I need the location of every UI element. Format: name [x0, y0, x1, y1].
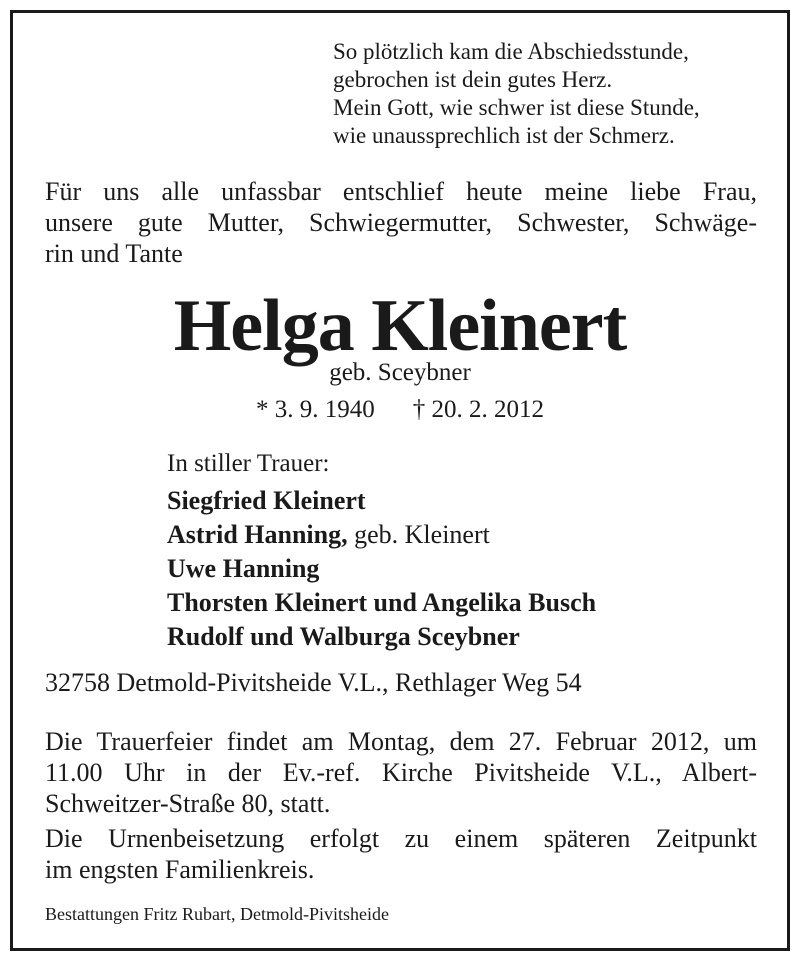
intro-line: rin und Tante	[45, 239, 183, 268]
mourner	[167, 620, 596, 654]
poem-line: So plötzlich kam die Abschiedsstunde,	[333, 39, 689, 64]
mourner-note: geb. Kleinert	[347, 520, 490, 549]
deceased-name: Helga Kleinert	[173, 285, 627, 367]
mourner-name: Thorsten Kleinert und Angelika Busch	[167, 588, 597, 617]
mourner	[167, 552, 596, 586]
funeral-home: Bestattungen Fritz Rubart, Detmold-Pivitsheide	[45, 904, 389, 924]
mourner-name: Rudolf und Walburga Sceybner	[167, 622, 520, 651]
urn-info	[45, 823, 757, 885]
service-line: Schweitzer-Straße 80, statt.	[45, 789, 331, 818]
mourner-name: Uwe Hanning	[167, 554, 320, 583]
mourner	[167, 484, 596, 518]
urn-line: Die Urnenbeisetzung erfolgt zu einem späteren Zeitpunkt	[45, 824, 757, 853]
mourner-name: Siegfried Kleinert	[167, 486, 366, 515]
service-line: Die Trauerfeier findet am Montag, dem 27. Februar 2012, um	[45, 727, 757, 756]
mourner	[167, 586, 596, 620]
poem-line: wie unaussprechlich ist der Schmerz.	[333, 123, 675, 148]
poem-line: Mein Gott, wie schwer ist diese Stunde,	[333, 95, 700, 120]
birth-name: geb. Sceybner	[329, 359, 471, 386]
service-info	[45, 726, 757, 819]
mourners-list	[167, 484, 596, 654]
intro-line: Für uns alle unfassbar entschlief heute meine liebe Frau,	[45, 177, 757, 206]
death-date: † 20. 2. 2012	[412, 396, 544, 423]
intro-text	[45, 176, 757, 269]
mourning-heading: In stiller Trauer:	[167, 450, 330, 477]
life-dates	[0, 395, 800, 425]
service-line: 11.00 Uhr in der Ev.-ref. Kirche Pivitsheide V.L., Albert-	[45, 758, 757, 787]
intro-line: unsere gute Mutter, Schwiegermutter, Schwester, Schwäge-	[45, 208, 757, 237]
poem-line: gebrochen ist dein gutes Herz.	[333, 67, 613, 92]
family-address: 32758 Detmold-Pivitsheide V.L., Rethlager Weg 54	[45, 668, 582, 697]
urn-line: im engsten Familienkreis.	[45, 855, 315, 884]
mourner	[167, 518, 596, 552]
poem	[333, 38, 700, 150]
mourner-name: Astrid Hanning,	[167, 520, 348, 549]
birth-date: * 3. 9. 1940	[256, 396, 375, 423]
